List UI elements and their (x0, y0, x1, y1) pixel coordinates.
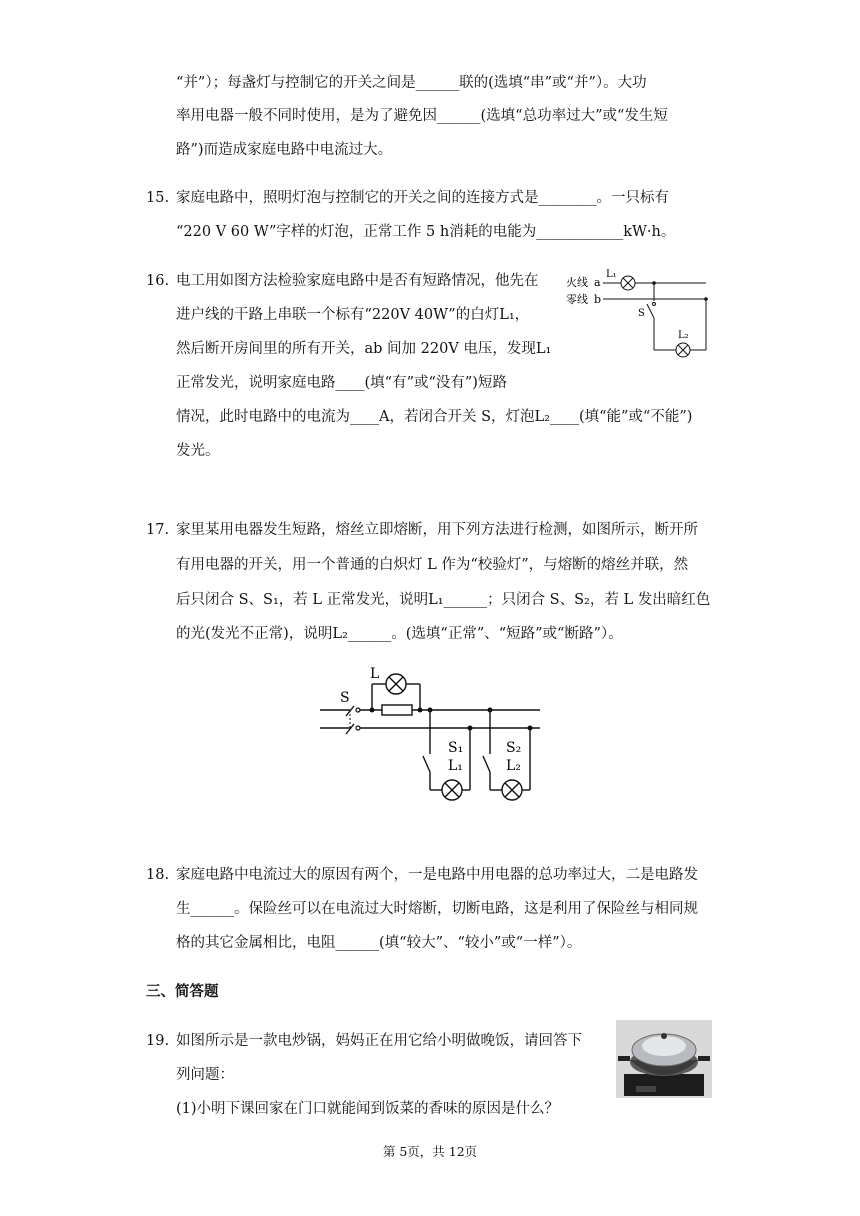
q18-number: 18. (146, 867, 170, 883)
q16-line-6: 发光。 (176, 443, 220, 459)
q18-line-2: 生______。保险丝可以在电流过大时熔断，切断电路，这是利用了保险丝与相同规 (176, 901, 698, 917)
q14-line-3: 路”)而造成家庭电路中电流过大。 (176, 142, 393, 158)
q15-number: 15. (146, 190, 170, 206)
page-footer: 第 5页，共 12页 (382, 1144, 478, 1159)
q16-number: 16. (146, 273, 170, 289)
q16-line-2: 进户线的干路上串联一个标有“220V 40W”的白灯L₁， (176, 307, 530, 323)
q17-line-4: 的光(发光不正常)，说明L₂______。(选填“正常”、“短路”或“断路”）。 (176, 626, 623, 642)
q15-line-2: “220 V 60 W”字样的灯泡，正常工作 5 h消耗的电能为____________kW·h。 (176, 224, 676, 240)
switch-s-label: S (340, 690, 350, 706)
q18-line-1: 家庭电路中电流过大的原因有两个，一是电路中用电器的总功率过大，二是电路发 (176, 867, 698, 883)
live-wire-label: 火线 (566, 276, 588, 289)
q16-line-4: 正常发光，说明家庭电路____(填“有”或“没有”)短路 (176, 375, 507, 391)
q17-line-2: 有用电器的开关，用一个普通的白炽灯 L 作为“校验灯”，与熔断的熔丝并联，然 (176, 557, 689, 573)
q19-number: 19. (146, 1033, 170, 1049)
lamp-l1-label: L₁ (606, 269, 617, 280)
terminal-b-label: b (594, 293, 602, 306)
electric-wok-photo (616, 1020, 712, 1098)
lamp-l2-label: L₂ (506, 758, 521, 774)
q19-line-3: (1)小明下课回家在门口就能闻到饭菜的香味的原因是什么？ (176, 1101, 560, 1117)
q16-line-1: 电工用如图方法检验家庭电路中是否有短路情况，他先在 (176, 273, 539, 289)
q18-line-3: 格的其它金属相比，电阻______(填“较大”、“较小”或“一样”）。 (176, 935, 582, 951)
fuse-icon (382, 705, 412, 715)
section-heading: 三、简答题 (146, 983, 219, 1000)
lamp-l2-label: L₂ (678, 330, 689, 341)
lamp-l1-label: L₁ (448, 758, 463, 774)
q16-line-3: 然后断开房间里的所有开关，ab 间加 220V 电压，发现L₁ (176, 341, 552, 357)
q15-line-1: 家庭电路中，照明灯泡与控制它的开关之间的连接方式是________。一只标有 (176, 190, 669, 206)
q14-line-2: 率用电器一般不同时使用，是为了避免因______(选填“总功率过大”或“发生短 (176, 108, 668, 124)
q19-line-2: 列问题： (176, 1067, 234, 1083)
switch-s-icon (647, 304, 654, 318)
q14-line-1: “并”）；每盏灯与控制它的开关之间是______联的(选填“串”或“并”）。大功 (176, 75, 647, 91)
q19-line-1: 如图所示是一款电炒锅，妈妈正在用它给小明做晚饭，请回答下 (176, 1033, 582, 1049)
q17-line-3: 后只闭合 S、S₁，若 L 正常发光，说明L₁______；只闭合 S、S₂，若 L 发出暗红色 (176, 592, 711, 608)
switch-s1-label: S₁ (448, 740, 464, 756)
neutral-wire-label: 零线 (566, 293, 588, 306)
switch-s1-icon (423, 756, 430, 772)
q17-circuit-diagram (316, 664, 552, 814)
q16-line-5: 情况，此时电路中的电流为____A，若闭合开关 S，灯泡L₂____(填“能”或“不能”) (176, 409, 693, 425)
switch-s2-label: S₂ (506, 740, 522, 756)
switch-s-label: S (638, 308, 645, 319)
q16-circuit-diagram (566, 268, 716, 364)
lamp-l-label: L (370, 666, 380, 682)
q17-line-1: 家里某用电器发生短路，熔丝立即熔断，用下列方法进行检测，如图所示，断开所 (176, 522, 698, 538)
q17-number: 17. (146, 522, 170, 538)
switch-s2-icon (483, 756, 490, 772)
terminal-a-label: a (594, 276, 601, 289)
